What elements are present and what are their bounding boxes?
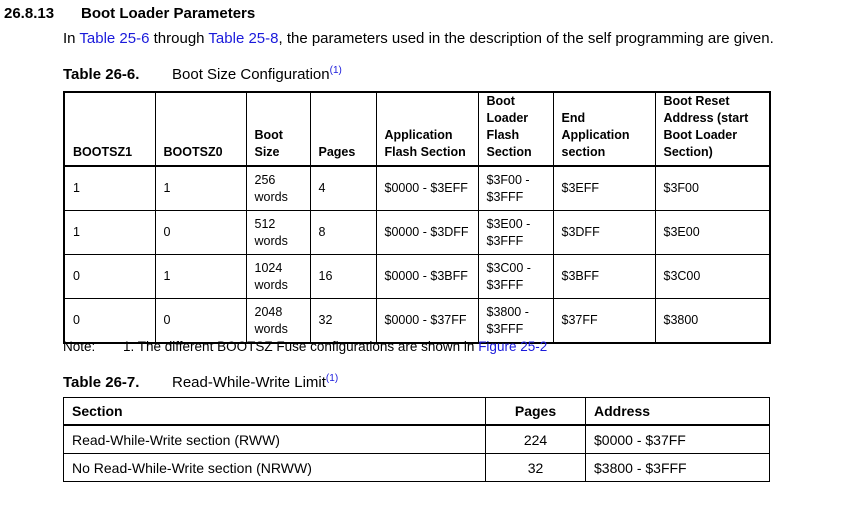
table-cell: $3F00 bbox=[655, 166, 770, 211]
table-row bbox=[64, 299, 770, 344]
table-cell: 4 bbox=[310, 166, 376, 211]
table-cell: 224 bbox=[486, 425, 586, 454]
table-cell: 32 bbox=[310, 299, 376, 344]
intro-text: , the parameters used in the description of the self programming are given. bbox=[278, 30, 774, 47]
table-cell: $0000 - $37FF bbox=[376, 299, 478, 344]
table-cell: No Read-While-Write section (NRWW) bbox=[64, 454, 486, 482]
col-header: Application Flash Section bbox=[376, 92, 478, 166]
table-25-8-link[interactable]: Table 25-8 bbox=[208, 30, 279, 47]
table-cell: 0 bbox=[64, 299, 155, 344]
table-header-row bbox=[64, 92, 770, 166]
table-cell: $3E00 - $3FFF bbox=[478, 211, 553, 255]
col-header: End Application section bbox=[553, 92, 655, 166]
table-row bbox=[64, 166, 770, 211]
note-label: Note: bbox=[63, 339, 96, 354]
section-number: 26.8.13 bbox=[4, 5, 55, 22]
table-cell: 0 bbox=[64, 255, 155, 299]
table-cell: 512 words bbox=[246, 211, 310, 255]
table1-number: Table 26-6. bbox=[63, 66, 140, 83]
col-header: Boot Size bbox=[246, 92, 310, 166]
table1-caption bbox=[63, 65, 342, 83]
table2-number: Table 26-7. bbox=[63, 374, 140, 391]
table-cell: 1024 words bbox=[246, 255, 310, 299]
table-cell: 1 bbox=[155, 166, 246, 211]
table-cell: $3DFF bbox=[553, 211, 655, 255]
col-header: Pages bbox=[310, 92, 376, 166]
table-note bbox=[63, 339, 547, 354]
table-cell: $0000 - $3DFF bbox=[376, 211, 478, 255]
col-header: Boot Reset Address (start Boot Loader Section) bbox=[655, 92, 770, 166]
col-header: Section bbox=[64, 398, 486, 426]
table-cell: 32 bbox=[486, 454, 586, 482]
table-cell: $3800 bbox=[655, 299, 770, 344]
table-cell: 16 bbox=[310, 255, 376, 299]
table-cell: $3EFF bbox=[553, 166, 655, 211]
intro-text: through bbox=[149, 30, 209, 47]
table-cell: $0000 - $37FF bbox=[586, 425, 770, 454]
table-cell: $37FF bbox=[553, 299, 655, 344]
col-header: Address bbox=[586, 398, 770, 426]
table-cell: 2048 words bbox=[246, 299, 310, 344]
table-cell: 8 bbox=[310, 211, 376, 255]
table1-footnote-ref[interactable]: (1) bbox=[329, 65, 342, 76]
table-cell: 0 bbox=[155, 299, 246, 344]
table-header-row bbox=[64, 398, 770, 426]
table-cell: $3F00 - $3FFF bbox=[478, 166, 553, 211]
table-row bbox=[64, 255, 770, 299]
figure-25-2-link[interactable]: Figure 25-2 bbox=[478, 339, 548, 354]
table-cell: $3800 - $3FFF bbox=[478, 299, 553, 344]
table-25-6-link[interactable]: Table 25-6 bbox=[79, 30, 150, 47]
table1-title: Boot Size Configuration bbox=[172, 66, 330, 83]
intro-paragraph bbox=[63, 30, 774, 47]
table-row bbox=[64, 211, 770, 255]
col-header: Pages bbox=[486, 398, 586, 426]
table-cell: $0000 - $3BFF bbox=[376, 255, 478, 299]
table2-title: Read-While-Write Limit bbox=[172, 374, 326, 391]
table-cell: $3C00 - $3FFF bbox=[478, 255, 553, 299]
col-header: BOOTSZ1 bbox=[64, 92, 155, 166]
table-cell: $3800 - $3FFF bbox=[586, 454, 770, 482]
section-heading bbox=[4, 5, 255, 22]
table-cell: 1 bbox=[64, 211, 155, 255]
table-cell: $0000 - $3EFF bbox=[376, 166, 478, 211]
col-header: Boot Loader Flash Section bbox=[478, 92, 553, 166]
table-row bbox=[64, 454, 770, 482]
table-row bbox=[64, 425, 770, 454]
rww-limit-table bbox=[63, 397, 770, 482]
boot-size-table bbox=[63, 91, 771, 344]
table-cell: $3BFF bbox=[553, 255, 655, 299]
section-title: Boot Loader Parameters bbox=[81, 5, 256, 22]
table-cell: 256 words bbox=[246, 166, 310, 211]
table-cell: $3E00 bbox=[655, 211, 770, 255]
note-text: 1. The different BOOTSZ Fuse configurations are shown in bbox=[123, 339, 479, 354]
table-cell: 1 bbox=[155, 255, 246, 299]
table-cell: 0 bbox=[155, 211, 246, 255]
table-cell: $3C00 bbox=[655, 255, 770, 299]
table2-caption bbox=[63, 373, 338, 391]
col-header: BOOTSZ0 bbox=[155, 92, 246, 166]
intro-text: In bbox=[63, 30, 80, 47]
table2-footnote-ref[interactable]: (1) bbox=[325, 373, 339, 384]
table-cell: Read-While-Write section (RWW) bbox=[64, 425, 486, 454]
table-cell: 1 bbox=[64, 166, 155, 211]
